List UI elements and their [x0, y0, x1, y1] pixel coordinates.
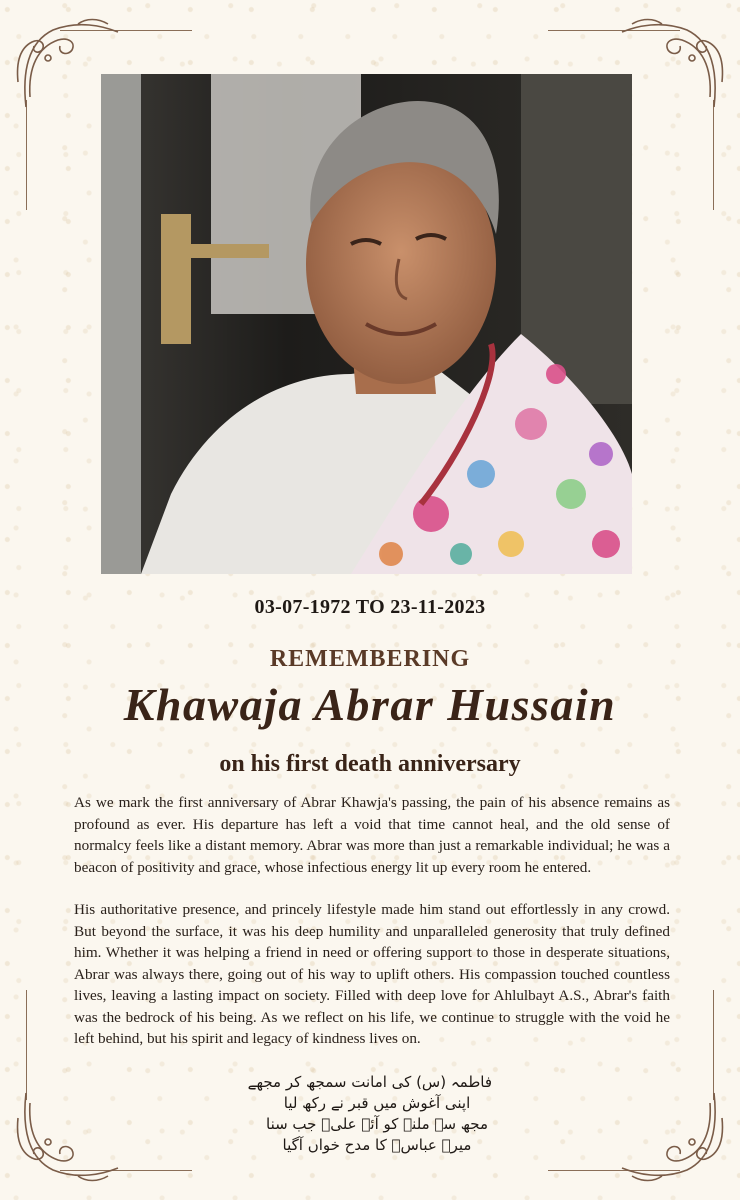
urdu-verse-line: اپنی آغوش میں قبر نے رکھ لیا	[283, 1094, 471, 1112]
frame-left-top-line	[26, 100, 27, 210]
urdu-verse-line: میرے عباسؑ کا مدح خواں آگیا	[282, 1136, 472, 1154]
urdu-verse	[247, 1072, 492, 1156]
ornamental-corner-icon	[8, 1088, 128, 1188]
frame-left-bottom-line	[26, 990, 27, 1100]
ornamental-corner-icon	[612, 1088, 732, 1188]
memorial-name: Khawaja Abrar Hussain	[123, 679, 617, 730]
tribute-paragraph: His authoritative presence, and princely lifestyle made him stand out effortlessly in any crowd. But beyond the surface, it was his deep humility and unparalleled generosity that truly defined him. Whether it was helping a friend in need or offering support to those in desperate situations, Abrar was always there, going out of his way to uplift others. His compassion touched countless lives, leaving a lasting impact on society. Filled with deep love for Ahlulbayt A.S., Abrar's faith was the bedrock of his being. As we reflect on his life, we continue to struggle with the void he left behind, but his spirit and legacy of kindness lives on.	[74, 901, 670, 1047]
tribute-paragraph: As we mark the first anniversary of Abrar Khawja's passing, the pain of his absence remains as profound as ever. His departure has left a void that time cannot heal, and the old sense of normalcy feels like a distant memory. Abrar was more than just a remarkable individual; he was a beacon of positivity and grace, whose infectious energy lit up every room he entered.	[74, 794, 670, 876]
tribute-text	[74, 792, 670, 1071]
frame-right-top-line	[713, 100, 714, 210]
portrait-photo	[101, 74, 632, 574]
frame-right-bottom-line	[713, 990, 714, 1100]
anniversary-subtitle: on his first death anniversary	[219, 751, 521, 777]
remembering-heading: REMEMBERING	[269, 646, 471, 672]
urdu-verse-line: مجھ سے ملنے کو آئے علیؑ جب سنا	[266, 1115, 488, 1133]
urdu-verse-line: فاطمہ (س) کی امانت سمجھ کر مجھے	[247, 1073, 492, 1091]
life-dates: 03-07-1972 TO 23-11-2023	[254, 596, 486, 618]
